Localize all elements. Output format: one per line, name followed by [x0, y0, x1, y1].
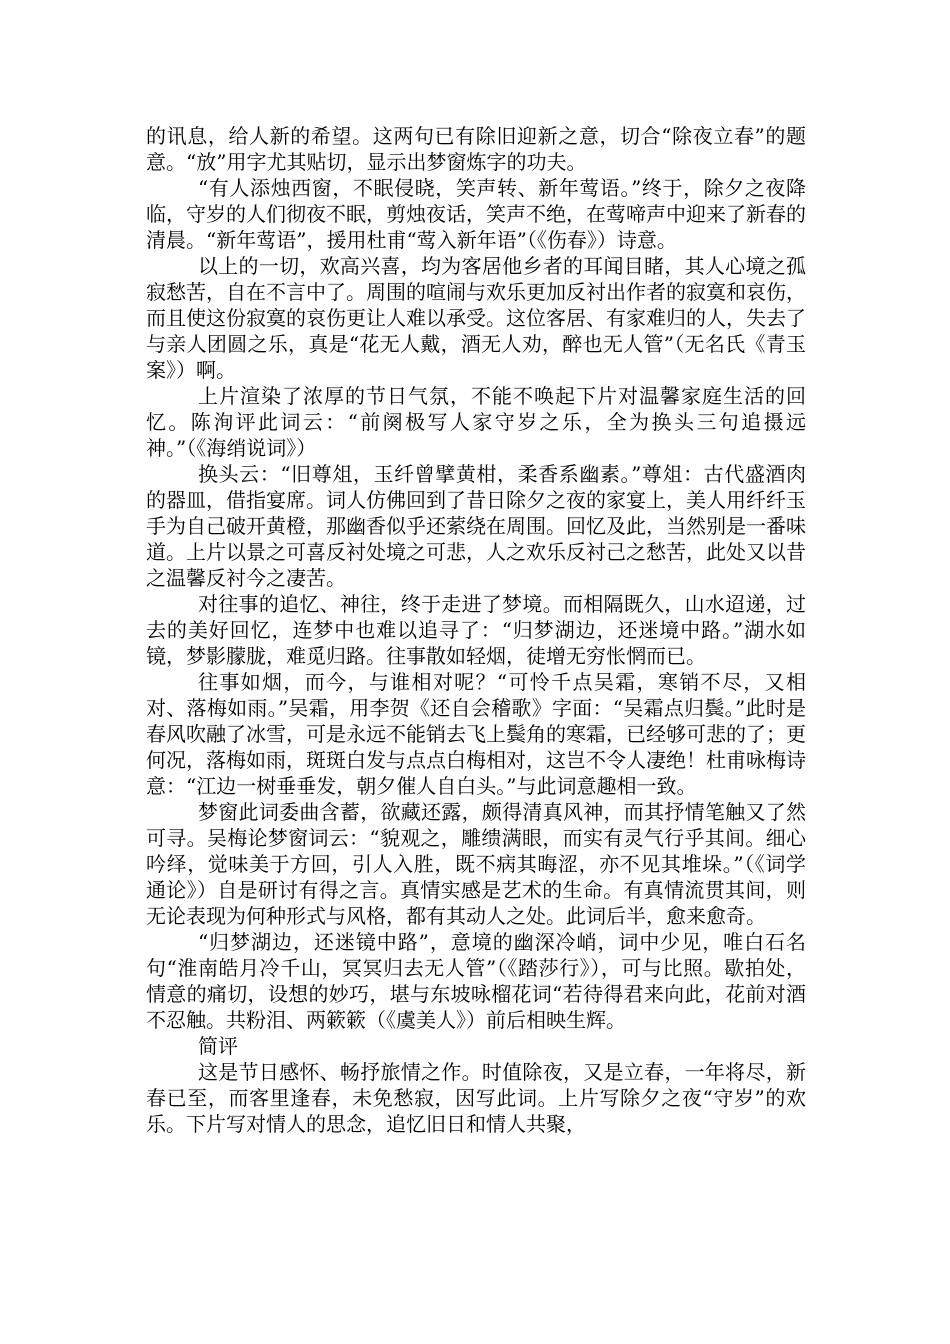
paragraph: 换头云：“旧尊俎，玉纤曾擘黄柑，柔香系幽素。”尊俎：古代盛酒肉的器皿，借指宴席。词人仿佛回到了昔日除夕之夜的家宴上，美人用纤纤玉手为自己破开黄橙，那幽香似乎还萦绕在周围。回忆及此，当然别是一番味道。上片以景之可喜反衬处境之可悲，人之欢乐反衬己之愁苦，此处又以昔之温馨反衬今之凄苦。 [146, 462, 806, 590]
paragraph: 梦窗此词委曲含蓄，欲藏还露，颇得清真风神，而其抒情笔触又了然可寻。吴梅论梦窗词云：“貌观之，雕缋满眼，而实有灵气行乎其间。细心吟绎，觉味美于方回，引人入胜，既不病其晦涩，亦不见其堆垛。”（《词学通论》）自是研讨有得之言。真情实感是艺术的生命。有真情流贯其间，则无论表现为何种形式与风格，都有其动人之处。此词后半，愈来愈奇。 [146, 800, 806, 928]
paragraph: “有人添烛西窗，不眠侵晓，笑声转、新年莺语。”终于，除夕之夜降临，守岁的人们彻夜不眠，剪烛夜话，笑声不绝，在莺啼声中迎来了新春的清晨。“新年莺语”，援用杜甫“莺入新年语”（《伤春》）诗意。 [146, 176, 806, 252]
paragraph: “归梦湖边，还迷镜中路”，意境的幽深冷峭，词中少见，唯白石名句“淮南皓月冷千山，冥冥归去无人管”（《踏莎行》），可与比照。歇拍处，情意的痛切，设想的妙巧，堪与东坡咏榴花词“若待得君来向此，花前对酒不忍触。共粉泪、两簌簌（《虞美人》）前后相映生辉。 [146, 930, 806, 1032]
paragraph: 以上的一切，欢高兴喜，均为客居他乡者的耳闻目睹，其人心境之孤寂愁苦，自在不言中了。周围的喧闹与欢乐更加反衬出作者的寂寞和哀伤，而且使这份寂寞的哀伤更让人难以承受。这位客居、有家难归的人，失去了与亲人团圆之乐，真是“花无人戴，酒无人劝，醉也无人管”（无名氏《青玉案》）啊。 [146, 254, 806, 382]
paragraph: 上片渲染了浓厚的节日气氛，不能不唤起下片对温馨家庭生活的回忆。陈洵评此词云：“前阕极写人家守岁之乐，全为换头三句追摄远神。”（《海绡说词》） [146, 384, 806, 460]
paragraph: 往事如烟，而今，与谁相对呢？“可怜千点吴霜，寒销不尽，又相对、落梅如雨。”吴霜，用李贺《还自会稽歌》字面：“吴霜点归鬓。”此时是春风吹融了冰雪，可是永远不能销去飞上鬓角的寒霜，已经够可悲的了；更何况，落梅如雨，斑斑白发与点点白梅相对，这岂不令人凄绝！杜甫咏梅诗意：“江边一树垂垂发，朝夕催人自白头。”与此词意趣相一致。 [146, 670, 806, 798]
paragraph: 这是节日感怀、畅抒旅情之作。时值除夜，又是立春，一年将尽，新春已至，而客里逢春，未免愁寂，因写此词。上片写除夕之夜“守岁”的欢乐。下片写对情人的思念，追忆旧日和情人共聚， [146, 1060, 806, 1136]
document-body [146, 123, 806, 1137]
section-heading: 简评 [198, 1034, 238, 1058]
paragraph: 对往事的追忆、神往，终于走进了梦境。而相隔既久，山水迢递，过去的美好回忆，连梦中也难以追寻了：“归梦湖边，还迷境中路。”湖水如镜，梦影朦胧，难觅归路。往事散如轻烟，徒增无穷怅惘而已。 [146, 592, 806, 668]
paragraph: 的讯息，给人新的希望。这两句已有除旧迎新之意，切合“除夜立春”的题意。“放”用字尤其贴切，显示出梦窗炼字的功夫。 [146, 124, 806, 174]
